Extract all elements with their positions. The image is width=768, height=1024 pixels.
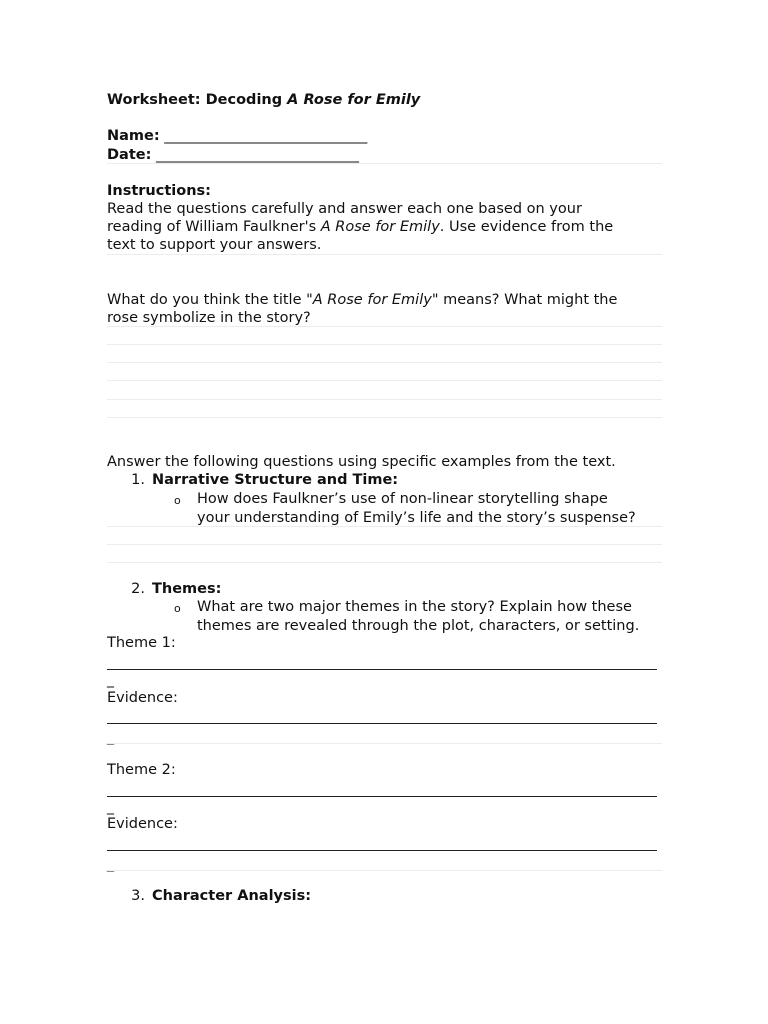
- answer-line[interactable]: [107, 544, 662, 545]
- item-heading: Themes:: [152, 581, 222, 597]
- title-question-line: rose symbolize in the story?: [107, 310, 311, 326]
- answer-line[interactable]: [107, 526, 662, 527]
- title-italic: A Rose for Emily: [287, 92, 421, 108]
- instructions-line: [107, 218, 613, 236]
- question-text: What do you think the title ": [107, 292, 313, 308]
- sub-question-2: [107, 598, 662, 638]
- divider: [107, 163, 662, 164]
- instructions-line: text to support your answers.: [107, 237, 322, 253]
- sub-question-text: How does Faulkner’s use of non-linear storytelling shape: [197, 491, 608, 507]
- worksheet-page: [107, 0, 662, 1024]
- divider: [107, 870, 662, 871]
- answer-line[interactable]: [107, 380, 662, 381]
- evidence2-label: Evidence:: [107, 816, 178, 832]
- theme2-label: Theme 2:: [107, 762, 176, 778]
- answer-line[interactable]: [107, 344, 662, 345]
- sub-question-text: What are two major themes in the story? Explain how these: [197, 599, 632, 615]
- title-question-line: [107, 291, 617, 309]
- name-blank[interactable]: ____________________________: [159, 128, 368, 144]
- sub-question-1: [107, 490, 662, 530]
- divider: [107, 743, 662, 744]
- question-italic: A Rose for Emily: [312, 292, 432, 308]
- answer-line[interactable]: [107, 399, 662, 400]
- item-heading: Character Analysis:: [152, 888, 312, 904]
- evidence1-label: Evidence:: [107, 690, 178, 706]
- sub-question-text: themes are revealed through the plot, characters, or setting.: [197, 617, 640, 634]
- theme2-answer-line[interactable]: [107, 796, 657, 797]
- title-prefix: Worksheet: Decoding: [107, 92, 288, 108]
- item-number: 2.: [131, 581, 145, 597]
- item-number: 3.: [131, 888, 145, 904]
- answer-line[interactable]: [107, 362, 662, 363]
- instructions-heading: Instructions:: [107, 183, 211, 199]
- answer-line[interactable]: [107, 326, 662, 327]
- theme1-label: Theme 1:: [107, 635, 176, 651]
- name-field[interactable]: [107, 127, 367, 145]
- instructions-text: reading of William Faulkner's: [107, 219, 321, 235]
- blank-tail: _: [107, 672, 114, 688]
- instructions-italic: A Rose for Emily: [320, 219, 440, 235]
- item-number: 1.: [131, 472, 145, 488]
- item-heading: Narrative Structure and Time:: [152, 472, 399, 488]
- blank-tail: _: [107, 729, 114, 745]
- bullet-icon: o: [174, 494, 181, 507]
- bullet-icon: o: [174, 602, 181, 615]
- instructions-line: Read the questions carefully and answer each one based on your: [107, 201, 582, 217]
- divider: [107, 254, 662, 255]
- date-field[interactable]: [107, 146, 359, 164]
- answer-line[interactable]: [107, 562, 662, 563]
- instructions-text: . Use evidence from the: [439, 219, 614, 235]
- date-label: Date:: [107, 147, 152, 163]
- theme1-answer-line[interactable]: [107, 669, 657, 670]
- answer-line[interactable]: [107, 417, 662, 418]
- date-blank[interactable]: ____________________________: [151, 147, 359, 163]
- section-intro: Answer the following questions using specific examples from the text.: [107, 454, 616, 470]
- blank-tail: _: [107, 856, 114, 872]
- name-label: Name:: [107, 128, 160, 144]
- evidence2-answer-line[interactable]: [107, 850, 657, 851]
- sub-question-text: your understanding of Emily’s life and the story’s suspense?: [197, 509, 636, 526]
- worksheet-title: [107, 91, 420, 109]
- question-text: " means? What might the: [431, 292, 618, 308]
- evidence1-answer-line[interactable]: [107, 723, 657, 724]
- blank-tail: _: [107, 799, 114, 815]
